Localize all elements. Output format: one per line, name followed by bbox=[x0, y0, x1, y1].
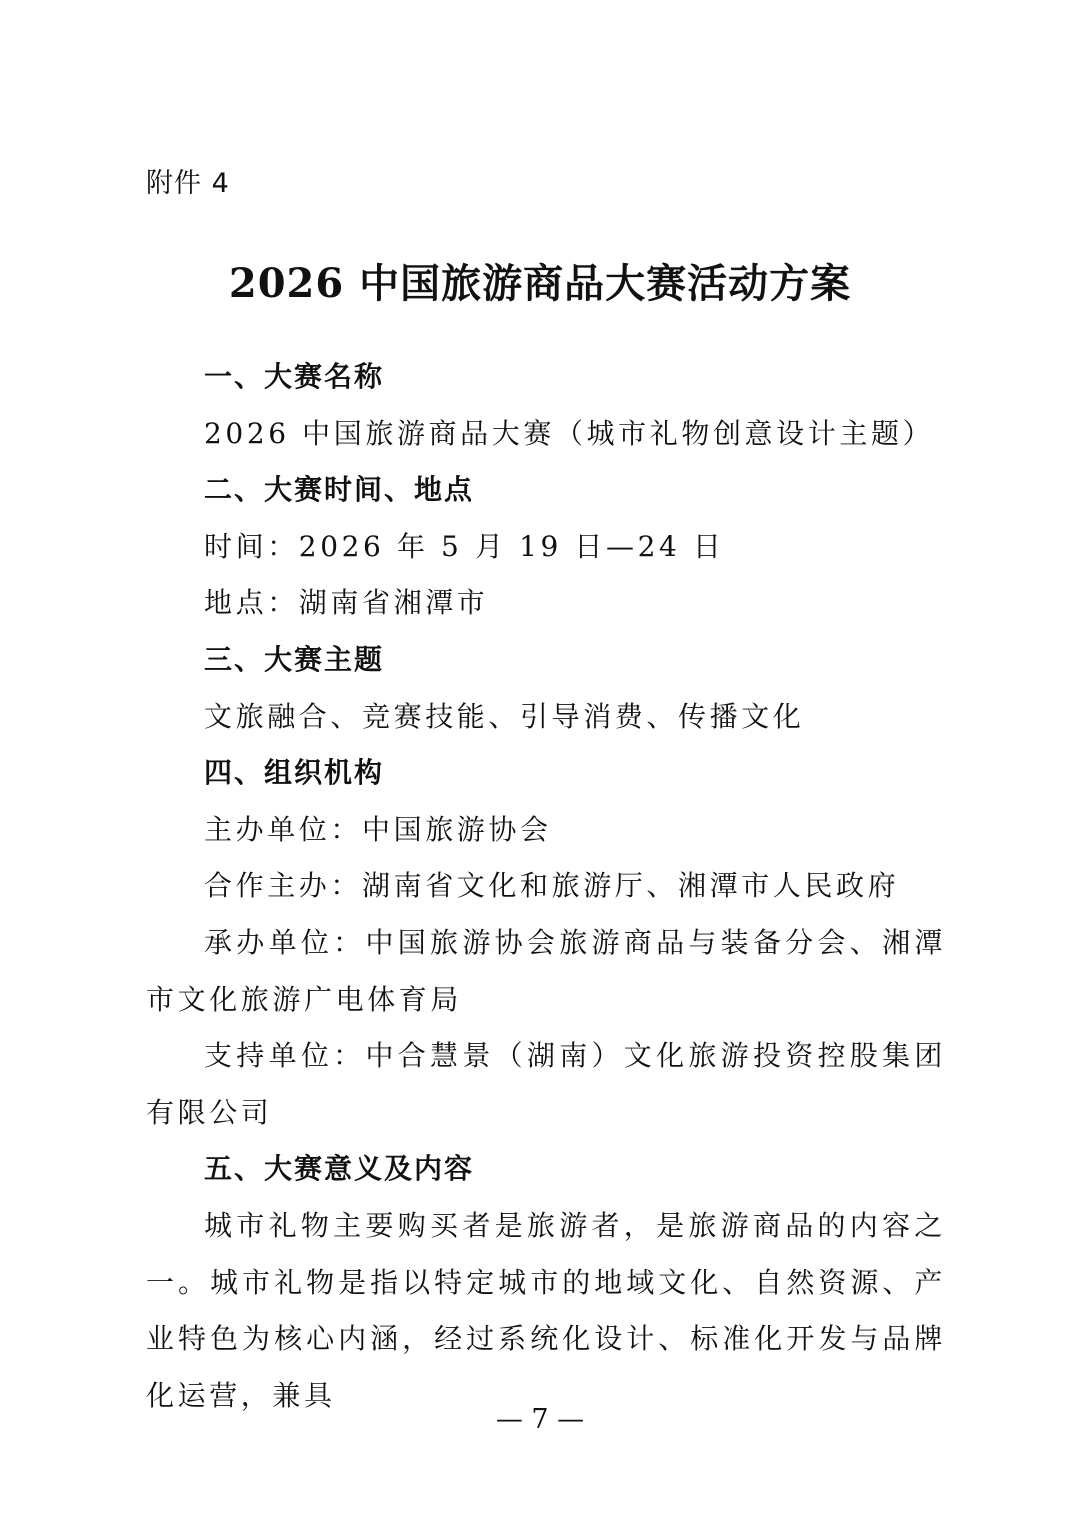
competition-name: 2026 中国旅游商品大赛（城市礼物创意设计主题） bbox=[204, 416, 935, 450]
competition-place: 地点：湖南省湘潭市 bbox=[204, 586, 489, 620]
page-number: — 7 — bbox=[495, 1404, 585, 1435]
document-title: 2026 中国旅游商品大赛活动方案 bbox=[228, 260, 852, 307]
attachment-label: 附件 4 bbox=[146, 168, 230, 199]
section-heading-name: 一、大赛名称 bbox=[204, 360, 385, 393]
organizer-unit: 承办单位：中国旅游协会旅游商品与装备分会、湘潭市文化旅游广电体育局 bbox=[146, 925, 946, 1016]
section-heading-significance: 五、大赛意义及内容 bbox=[204, 1152, 475, 1186]
competition-theme: 文旅融合、竞赛技能、引导消费、传播文化 bbox=[204, 699, 805, 733]
section-heading-organization: 四、组织机构 bbox=[204, 756, 385, 790]
host-unit: 主办单位：中国旅游协会 bbox=[204, 812, 552, 846]
significance-paragraph: 城市礼物主要购买者是旅游者，是旅游商品的内容之一。城市礼物是指以特定城市的地域文化、自然资源、产业特色为核心内涵，经过系统化设计、标准化开发与品牌化运营，兼具 bbox=[146, 1208, 946, 1412]
competition-time: 时间：2026 年 5 月 19 日—24 日 bbox=[204, 529, 725, 563]
document-body bbox=[146, 349, 946, 1424]
supporter-unit: 支持单位：中合慧景（湖南）文化旅游投资控股集团有限公司 bbox=[146, 1039, 946, 1129]
cohost-unit: 合作主办：湖南省文化和旅游厅、湘潭市人民政府 bbox=[204, 869, 900, 903]
section-heading-theme: 三、大赛主题 bbox=[204, 642, 385, 676]
section-heading-time-place: 二、大赛时间、地点 bbox=[204, 473, 475, 507]
